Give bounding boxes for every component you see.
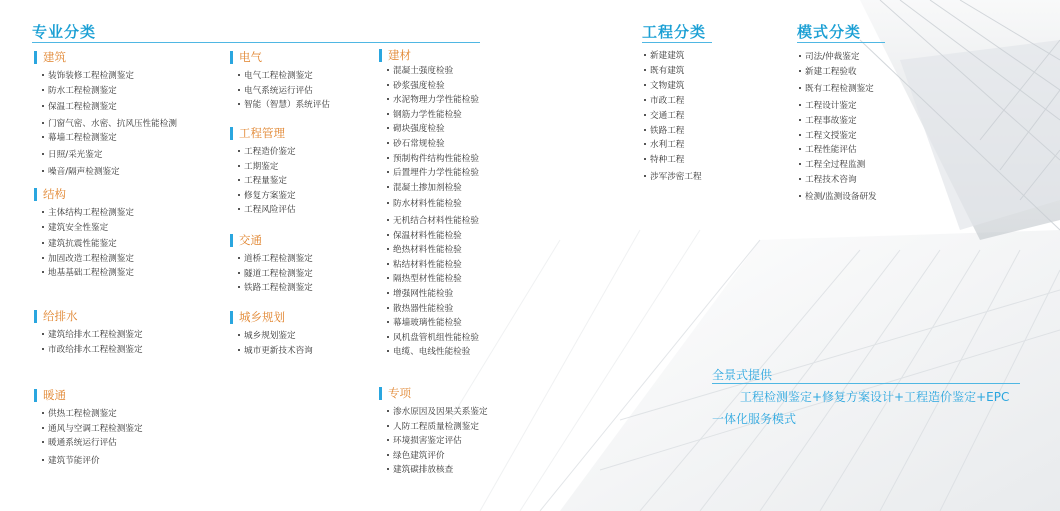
list-item: 城市更新技术咨询 <box>238 344 313 359</box>
list-item: 主体结构工程检测鉴定 <box>42 206 134 221</box>
list-item: 建筑碳排放核查 <box>387 463 488 478</box>
list-item: 地基基础工程检测鉴定 <box>42 266 134 281</box>
section-jiegou <box>34 186 134 281</box>
section-marker <box>230 311 233 324</box>
mode-title-underline <box>797 42 885 43</box>
section-jianzhu <box>34 49 177 179</box>
list-item: 工程风险评估 <box>238 203 296 218</box>
list-item: 混凝土掺加剂检验 <box>387 181 479 196</box>
section-marker <box>230 127 233 140</box>
list-item: 既有工程检测鉴定 <box>799 82 877 97</box>
mode-list <box>799 50 877 205</box>
section-title: 结构 <box>43 187 66 201</box>
list-item: 噪音/隔声检测鉴定 <box>42 165 177 180</box>
list-item: 工程文授鉴定 <box>799 129 877 144</box>
list-item: 防水材料性能检验 <box>387 197 479 212</box>
list-item: 保温工程检测鉴定 <box>42 100 177 115</box>
list-item: 风机盘管机组性能检验 <box>387 331 479 346</box>
list-item: 砂浆强度检验 <box>387 79 479 94</box>
section-title: 交通 <box>239 233 262 247</box>
list-item: 市政给排水工程检测鉴定 <box>42 343 143 358</box>
section-title: 专项 <box>388 386 411 400</box>
list-item: 建筑安全性鉴定 <box>42 221 134 236</box>
list-item: 司法/仲裁鉴定 <box>799 50 877 65</box>
list-item: 粘结材料性能检验 <box>387 258 479 273</box>
list-item: 工程技术咨询 <box>799 173 877 188</box>
list-item: 修复方案鉴定 <box>238 189 296 204</box>
list-item: 人防工程质量检测鉴定 <box>387 420 488 435</box>
list-item: 加固改造工程检测鉴定 <box>42 252 134 267</box>
list-item: 工程量鉴定 <box>238 174 296 189</box>
service-tagline-intro: 全景式提供 <box>712 368 773 382</box>
section-guanli <box>230 125 296 218</box>
section-title: 建材 <box>388 48 411 62</box>
section-marker <box>34 310 37 323</box>
list-item: 环境损害鉴定评估 <box>387 434 488 449</box>
section-title: 城乡规划 <box>239 310 285 324</box>
list-item: 门窗气密、水密、抗风压性能检测 <box>42 117 177 132</box>
list-item: 城乡规划鉴定 <box>238 329 313 344</box>
list-item: 检测/监测设备研发 <box>799 190 877 205</box>
list-item: 供热工程检测鉴定 <box>42 407 143 422</box>
list-item: 通风与空调工程检测鉴定 <box>42 422 143 437</box>
list-item: 建筑节能评价 <box>42 454 143 469</box>
service-tagline-main: 工程检测鉴定+修复方案设计+工程造价鉴定+EPC <box>740 390 1010 404</box>
list-item: 后置埋件力学性能检验 <box>387 166 479 181</box>
list-item: 渗水原因及因果关系鉴定 <box>387 405 488 420</box>
list-item: 预制构件结构性能检验 <box>387 152 479 167</box>
professional-category-title: 专业分类 <box>32 23 97 41</box>
list-item: 涉军涉密工程 <box>644 170 702 185</box>
list-item: 电缆、电线性能检验 <box>387 345 479 360</box>
engineering-list <box>644 49 702 185</box>
list-item: 散热器性能检验 <box>387 302 479 317</box>
engineering-category-title: 工程分类 <box>642 23 707 41</box>
list-item: 特种工程 <box>644 153 702 168</box>
section-title: 工程管理 <box>239 126 285 140</box>
list-item: 砂石常规检验 <box>387 137 479 152</box>
section-jiancai <box>379 47 479 360</box>
list-item: 道桥工程检测鉴定 <box>238 252 313 267</box>
list-item: 无机结合材料性能检验 <box>387 214 479 229</box>
list-item: 混凝土强度检验 <box>387 64 479 79</box>
section-title: 电气 <box>239 50 262 64</box>
list-item: 铁路工程 <box>644 124 702 139</box>
section-title: 建筑 <box>43 50 66 64</box>
engineering-title-underline <box>642 42 712 43</box>
list-item: 装饰装修工程检测鉴定 <box>42 69 177 84</box>
list-item: 建筑给排水工程检测鉴定 <box>42 328 143 343</box>
list-item: 智能（智慧）系统评估 <box>238 98 330 113</box>
list-item: 建筑抗震性能鉴定 <box>42 237 134 252</box>
list-item: 电气系统运行评估 <box>238 84 330 99</box>
section-jiaotong <box>230 232 313 296</box>
list-item: 隧道工程检测鉴定 <box>238 267 313 282</box>
list-item: 水利工程 <box>644 138 702 153</box>
list-item: 绝热材料性能检验 <box>387 243 479 258</box>
section-zhuanxiang <box>379 385 488 478</box>
list-item: 幕墙工程检测鉴定 <box>42 131 177 146</box>
list-item: 钢筋力学性能检验 <box>387 108 479 123</box>
list-item: 铁路工程检测鉴定 <box>238 281 313 296</box>
list-item: 新建建筑 <box>644 49 702 64</box>
list-item: 工程性能评估 <box>799 143 877 158</box>
section-jipaishui <box>34 308 143 357</box>
service-tagline-underline <box>712 383 1020 384</box>
list-item: 工程造价鉴定 <box>238 145 296 160</box>
list-item: 电气工程检测鉴定 <box>238 69 330 84</box>
list-item: 日照/采光鉴定 <box>42 148 177 163</box>
list-item: 保温材料性能检验 <box>387 229 479 244</box>
list-item: 隔热型材性能检验 <box>387 272 479 287</box>
mode-category-title: 模式分类 <box>797 23 862 41</box>
section-marker <box>34 389 37 402</box>
section-chengxiang <box>230 309 313 358</box>
section-title: 给排水 <box>43 309 78 323</box>
section-title: 暖通 <box>43 388 66 402</box>
section-marker <box>230 51 233 64</box>
list-item: 幕墙玻璃性能检验 <box>387 316 479 331</box>
list-item: 暖通系统运行评估 <box>42 436 143 451</box>
list-item: 交通工程 <box>644 109 702 124</box>
list-item: 工期鉴定 <box>238 160 296 175</box>
list-item: 市政工程 <box>644 94 702 109</box>
section-nuantong <box>34 387 143 468</box>
list-item: 既有建筑 <box>644 64 702 79</box>
list-item: 工程设计鉴定 <box>799 99 877 114</box>
list-item: 增强网性能检验 <box>387 287 479 302</box>
list-item: 水泥物理力学性能检验 <box>387 93 479 108</box>
list-item: 防水工程检测鉴定 <box>42 84 177 99</box>
list-item: 绿色建筑评价 <box>387 449 488 464</box>
service-tagline-mode: 一体化服务模式 <box>712 412 797 426</box>
section-marker <box>379 49 382 62</box>
section-marker <box>34 188 37 201</box>
section-marker <box>230 234 233 247</box>
section-dianqi <box>230 49 330 113</box>
section-marker <box>34 51 37 64</box>
professional-title-underline <box>32 42 480 43</box>
section-marker <box>379 387 382 400</box>
list-item: 文物建筑 <box>644 79 702 94</box>
list-item: 工程事故鉴定 <box>799 114 877 129</box>
list-item: 新建工程验收 <box>799 65 877 80</box>
list-item: 砌块强度检验 <box>387 122 479 137</box>
list-item: 工程全过程监测 <box>799 158 877 173</box>
